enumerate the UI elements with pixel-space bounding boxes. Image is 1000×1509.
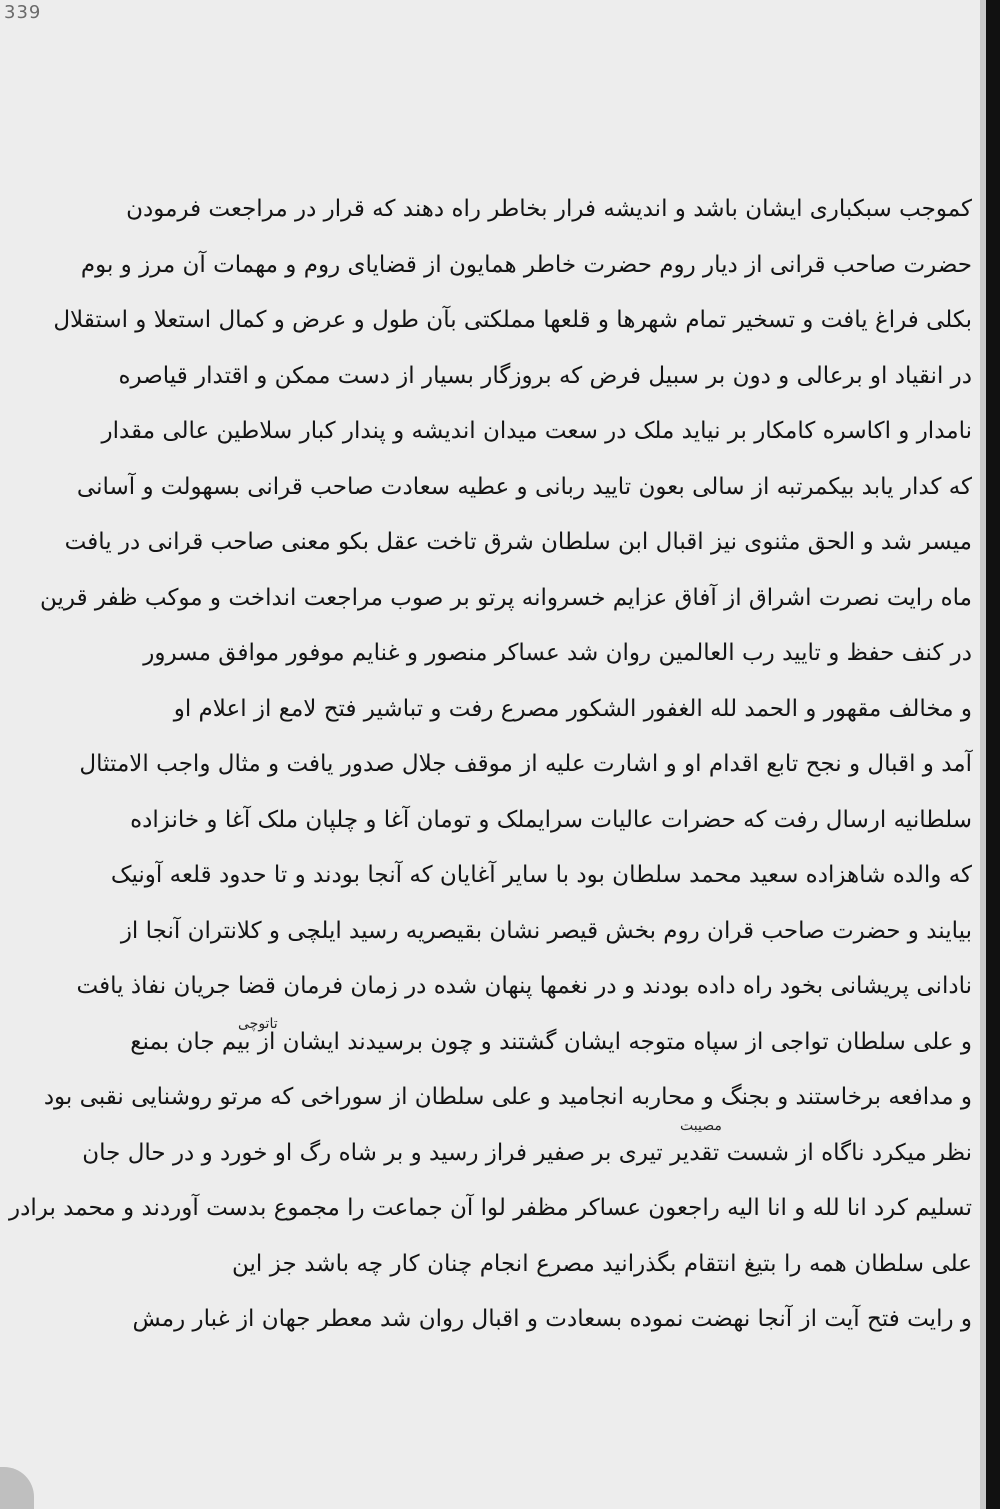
manuscript-line: نادانی پریشانی بخود راه داده بودند و در نغمها پنهان شده در زمان فرمان قضا جریان نفاذ یافت	[76, 973, 972, 999]
folio-number: 339	[4, 2, 42, 23]
page-corner-shadow	[0, 1467, 34, 1509]
manuscript-line: کموجب سبکباری ایشان باشد و اندیشه فرار بخاطر راه دهند که قرار در مراجعت فرمودن	[126, 196, 972, 222]
manuscript-line: و مدافعه برخاستند و بجنگ و محاربه انجامید و علی سلطان از سوراخی که مرتو روشنایی نقبی بود	[43, 1084, 972, 1110]
manuscript-line: که والده شاهزاده سعید محمد سلطان بود با سایر آغایان که آنجا بودند و تا حدود قلعه آونیک	[110, 862, 972, 888]
manuscript-line: در انقیاد او برعالی و دون بر سبیل فرض که بروزگار بسیار از دست ممکن و اقتدار قیاصره	[118, 362, 972, 389]
manuscript-line: و مخالف مقهور و الحمد لله الغفور الشکور مصرع رفت و تباشیر فتح لامع از اعلام او	[173, 695, 972, 722]
manuscript-line: در کنف حفظ و تایید رب العالمین روان شد عساکر منصور و غنایم موفور موافق مسرور	[143, 640, 972, 666]
manuscript-line: علی سلطان همه را بتیغ انتقام بگذرانید مصرع انجام چنان کار چه باشد جز این	[232, 1250, 972, 1277]
manuscript-line: حضرت صاحب قرانی از دیار روم حضرت خاطر همایون از قضایای روم و مهمات آن مرز و بوم	[80, 251, 972, 278]
page-edge	[986, 0, 1000, 1509]
interlinear-gloss: تاتوچی	[238, 1016, 278, 1032]
manuscript-line: نامدار و اکاسره کامکار بر نیاید ملک در سعت میدان اندیشه و پندار کبار سلاطین عالی مقدار	[101, 418, 972, 444]
manuscript-line: بکلی فراغ یافت و تسخیر تمام شهرها و قلعها مملکتی بآن طول و عرض و کمال استعلا و استقلال	[53, 307, 972, 333]
manuscript-line: میسر شد و الحق مثنوی نیز اقبال ابن سلطان شرق تاخت عقل بکو معنی صاحب قرانی در یافت	[64, 529, 972, 555]
manuscript-line: و علی سلطان تواجی از سپاه متوجه ایشان گشتند و چون برسیدند ایشان از بیم جان بمنع	[130, 1028, 972, 1055]
manuscript-line: نظر میکرد ناگاه از شست تقدیر تیری بر صفیر فراز رسید و بر شاه رگ او خورد و در حال جان	[82, 1139, 972, 1166]
manuscript-line: سلطانیه ارسال رفت که حضرات عالیات سرایملک و تومان آغا و چلپان ملک آغا و خانزاده	[130, 806, 972, 833]
manuscript-line: که کدار یابد بیکمرتبه از سالی بعون تایید ربانی و عطیه سعادت صاحب قرانی بسهولت و آسانی	[76, 473, 972, 500]
interlinear-gloss: مصیبت	[680, 1118, 722, 1134]
manuscript-line: ماه رایت نصرت اشراق از آفاق عزایم خسروانه پرتو بر صوب مراجعت انداخت و موکب ظفر قرین	[40, 584, 972, 611]
manuscript-line: و رایت فتح آیت از آنجا نهضت نموده بسعادت و اقبال روان شد معطر جهان از غبار رمش	[132, 1306, 972, 1332]
manuscript-line: آمد و اقبال و نجح تابع اقدام او و اشارت علیه از موقف جلال صدور یافت و مثال واجب الامتثال	[79, 751, 972, 777]
manuscript-line: تسلیم کرد انا لله و انا الیه راجعون عساکر مظفر لوا آن جماعت را مجموع بدست آوردند و محمد برادر	[9, 1195, 972, 1221]
manuscript-text-block	[9, 182, 972, 1348]
manuscript-line: بیایند و حضرت صاحب قران روم بخش قیصر نشان بقیصریه رسید ایلچی و کلانتران آنجا از	[120, 917, 972, 944]
